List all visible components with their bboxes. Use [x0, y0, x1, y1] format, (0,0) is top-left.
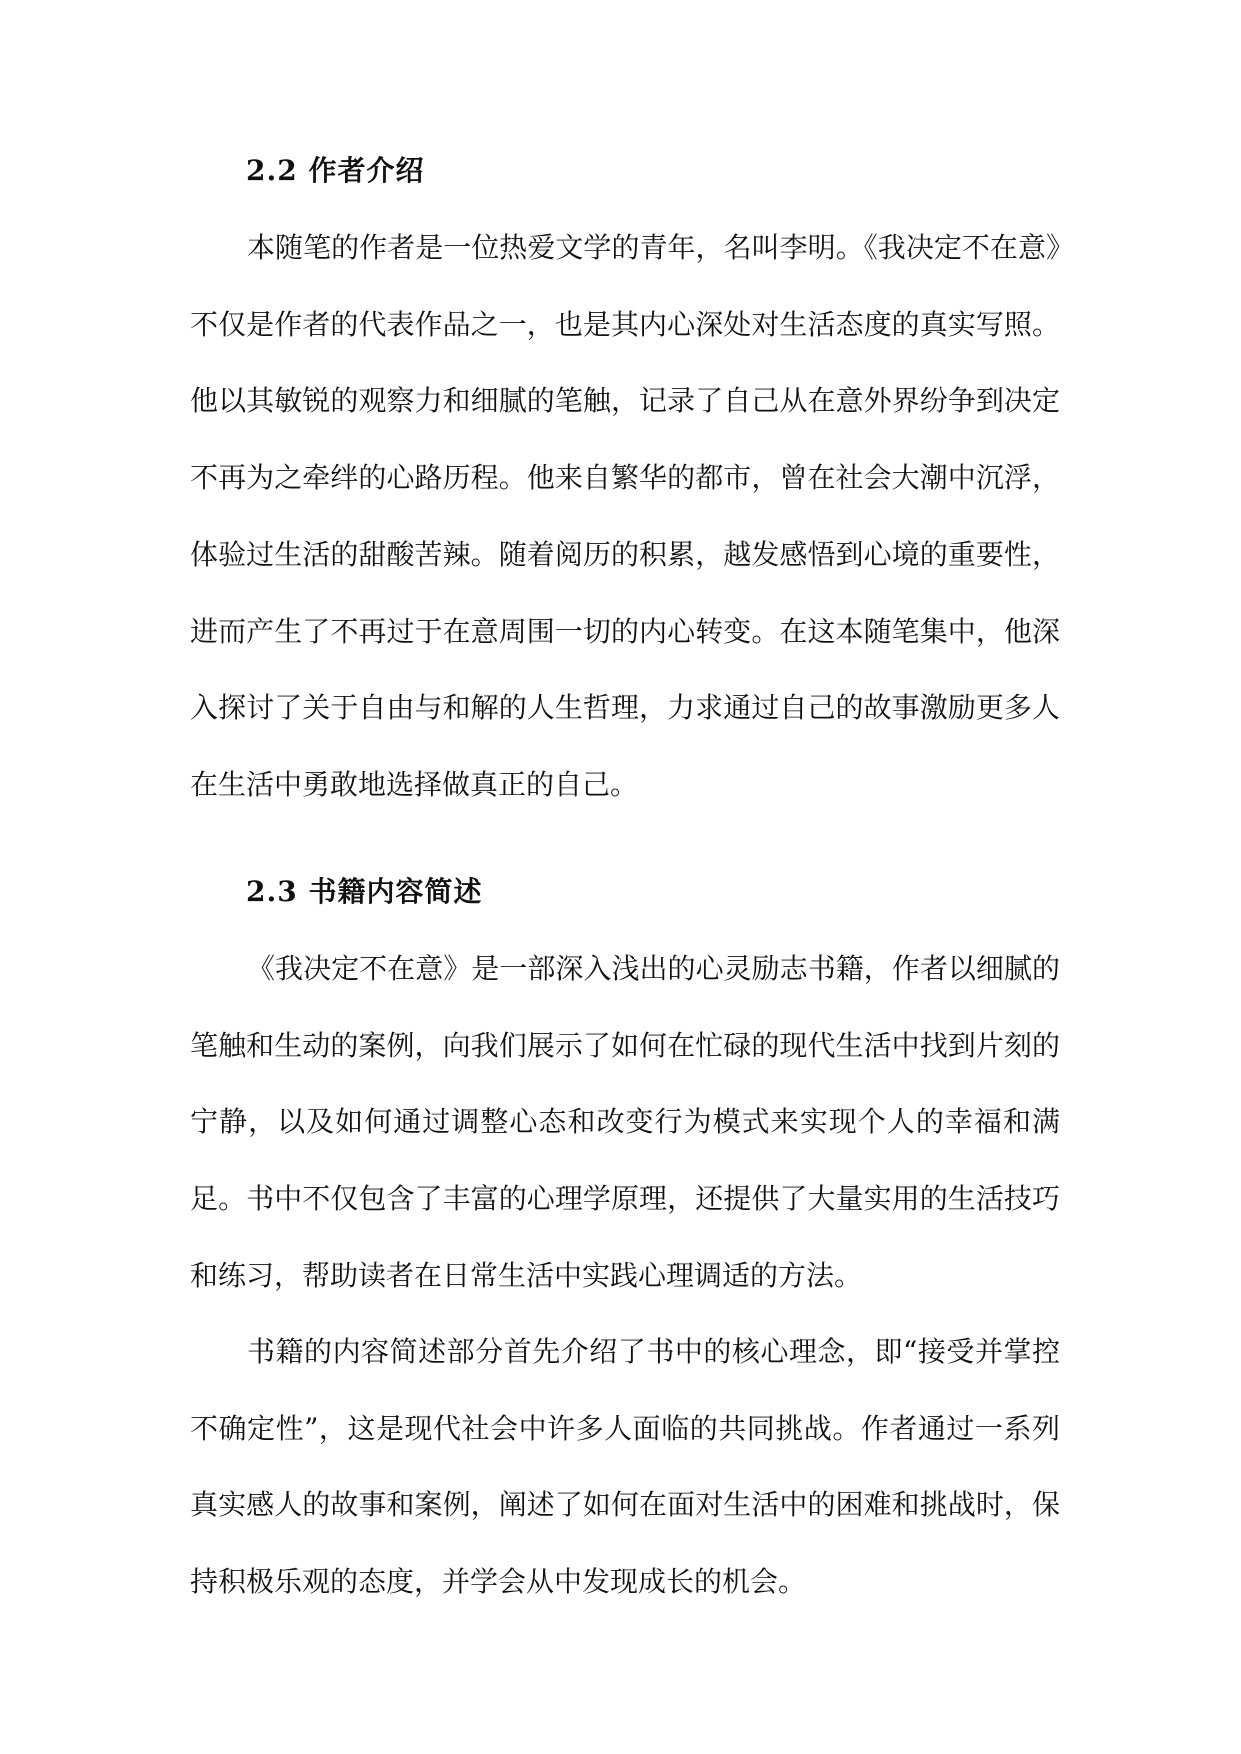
section-heading-book-summary: 2.3 书籍内容简述 [246, 875, 483, 908]
paragraph-book-summary-2: 书籍的内容简述部分首先介绍了书中的核心理念，即“接受并掌控不确定性”，这是现代社会中许多人面临的共同挑战。作者通过一系列真实感人的故事和案例，阐述了如何在面对生活中的困难和挑战时，保持积极乐观的态度，并学会从中发现成长的机会。 [190, 1335, 1060, 1599]
paragraph-book-summary-1: 《我决定不在意》是一部深入浅出的心灵励志书籍，作者以细腻的笔触和生动的案例，向我们展示了如何在忙碌的现代生活中找到片刻的宁静，以及如何通过调整心态和改变行为模式来实现个人的幸福和满足。书中不仅包含了丰富的心理学原理，还提供了大量实用的生活技巧和练习，帮助读者在日常生活中实践心理调适的方法。 [190, 952, 1060, 1292]
paragraph-author-intro: 本随笔的作者是一位热爱文学的青年，名叫李明。《我决定不在意》不仅是作者的代表作品之一，也是其内心深处对生活态度的真实写照。他以其敏锐的观察力和细腻的笔触，记录了自己从在意外界纷争到决定不再为之牵绊的心路历程。他来自繁华的都市，曾在社会大潮中沉浮，体验过生活的甜酸苦辣。随着阅历的积累，越发感悟到心境的重要性，进而产生了不再过于在意周围一切的内心转变。在这本随笔集中，他深入探讨了关于自由与和解的人生哲理，力求通过自己的故事激励更多人在生活中勇敢地选择做真正的自己。 [190, 231, 1060, 801]
section-heading-author-intro: 2.2 作者介绍 [246, 154, 425, 187]
